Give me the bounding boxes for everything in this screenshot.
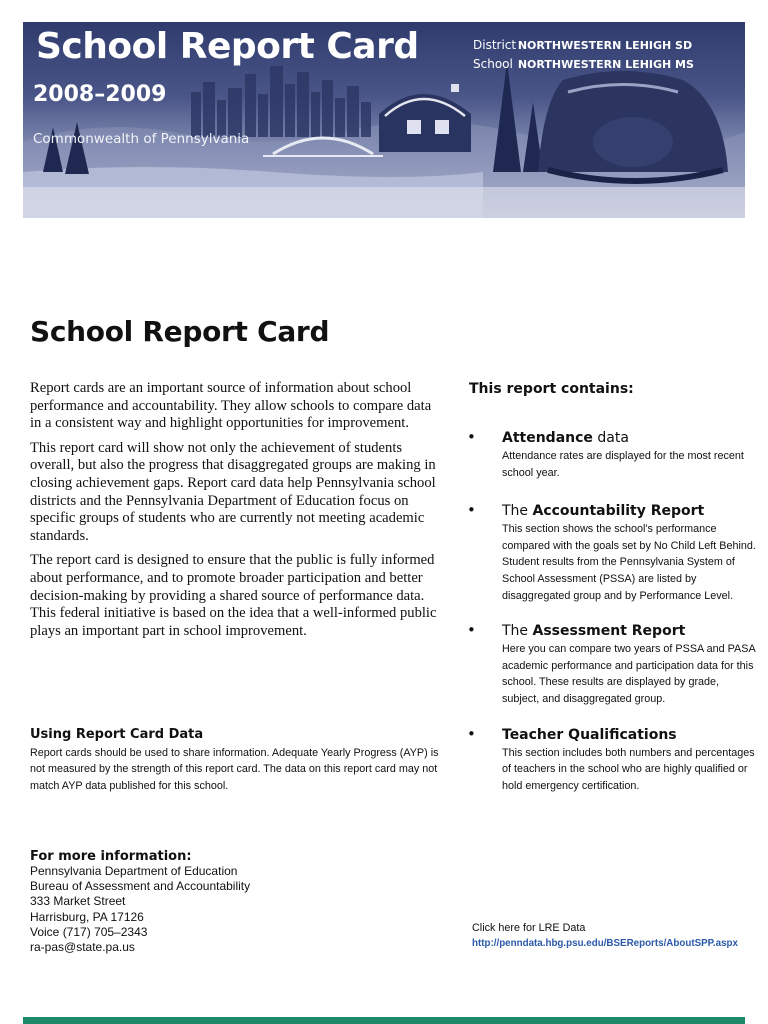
item-title-bold: Accountability Report: [532, 503, 705, 520]
intro-text: [30, 380, 440, 647]
bullet-icon: •: [467, 428, 476, 446]
district-label: District: [473, 38, 517, 52]
contents-item-description: This section shows the school's performance compared with the goals set by No Child Left Behind. Student results from the Pennsylvania System of School Assessment (PSSA) are listed by disaggregated group and by Performance Level.: [502, 523, 756, 602]
contents-item-accountability-report: [467, 501, 757, 604]
banner-title: School Report Card: [36, 26, 419, 67]
contents-item-description: This section includes both numbers and percentages of teachers in the school who are highly qualified or hold emergency certification.: [502, 746, 755, 792]
school-row: [473, 55, 694, 74]
more-info-line: 333 Market Street: [30, 894, 126, 909]
more-info-line: Bureau of Assessment and Accountability: [30, 879, 251, 894]
bullet-icon: •: [467, 501, 476, 520]
contents-item-assessment-report: [467, 621, 757, 707]
page-title: School Report Card: [30, 315, 330, 348]
item-title-bold: Teacher Qualifications: [502, 726, 677, 743]
lre-link[interactable]: http://penndata.hbg.psu.edu/BSEReports/AboutSPP.aspx: [472, 938, 738, 949]
item-suffix: data: [592, 430, 629, 446]
contents-item-title: [502, 725, 757, 745]
more-info-heading: For more information:: [30, 849, 192, 864]
banner-school-year: 2008–2009: [33, 82, 167, 107]
contents-item-description: Attendance rates are displayed for the most recent school year.: [502, 450, 744, 479]
contents-item-teacher-qualifications: [467, 725, 757, 795]
item-prefix: The: [502, 623, 533, 640]
school-label: School: [473, 57, 513, 71]
item-prefix: The: [502, 503, 533, 520]
contents-item-title: [502, 501, 757, 521]
item-title-bold: Attendance: [502, 430, 593, 446]
contents-heading: This report contains:: [469, 381, 634, 397]
lre-label: Click here for LRE Data: [472, 922, 586, 934]
school-value: NORTHWESTERN LEHIGH MS: [517, 58, 694, 71]
lre-section: [472, 920, 752, 952]
using-text: Report cards should be used to share information. Adequate Yearly Progress (AYP) is not measured by the strength of this report card. The data on this report card may not match AYP data published for this school.: [30, 747, 439, 792]
more-info-section: [30, 849, 330, 955]
header-banner: [23, 22, 745, 218]
more-info-line: Harrisburg, PA 17126: [30, 909, 144, 924]
intro-paragraph: This report card will show not only the achievement of students overall, but also the progress that disaggregated groups are making in closing achievement gaps. Report card data help Pennsylvania school districts and the Pennsylvania Department of Education focus on specific groups of students who are currently not meeting academic standards.: [30, 439, 436, 544]
district-row: [473, 36, 694, 55]
more-info-line: Pennsylvania Department of Education: [30, 864, 238, 878]
contents-item-description: Here you can compare two years of PSSA and PASA academic performance and participation data for this school. These results are displayed by grade, subject, and disaggregated group.: [502, 643, 756, 705]
using-report-card-section: [30, 727, 440, 794]
footer-bar: [23, 1017, 745, 1024]
banner-state: Commonwealth of Pennsylvania: [33, 131, 250, 147]
contents-item-title: [502, 428, 757, 448]
contents-list: [467, 428, 757, 794]
item-title-bold: Assessment Report: [532, 623, 686, 640]
more-info-line: Voice (717) 705–2343: [30, 924, 148, 939]
district-value: NORTHWESTERN LEHIGH SD: [517, 39, 693, 52]
intro-paragraph: The report card is designed to ensure that the public is fully informed about performance, and to promote broader participation and better decision-making by providing a shared source of performance data. This federal initiative is based on the idea that a well-informed public plays an important part in school improvement.: [30, 552, 437, 639]
banner-district-school: [473, 36, 694, 74]
intro-paragraph: Report cards are an important source of information about school performance and accountability. They allow schools to compare data in a consistent way and highlight opportunities for improvement.: [30, 380, 432, 432]
contents-item-title: [502, 621, 757, 641]
bullet-icon: •: [467, 621, 476, 640]
bullet-icon: •: [467, 724, 476, 743]
more-info-email[interactable]: ra-pas@state.pa.us: [30, 940, 135, 955]
contents-item-attendance: [467, 428, 757, 481]
using-heading: Using Report Card Data: [30, 727, 204, 742]
